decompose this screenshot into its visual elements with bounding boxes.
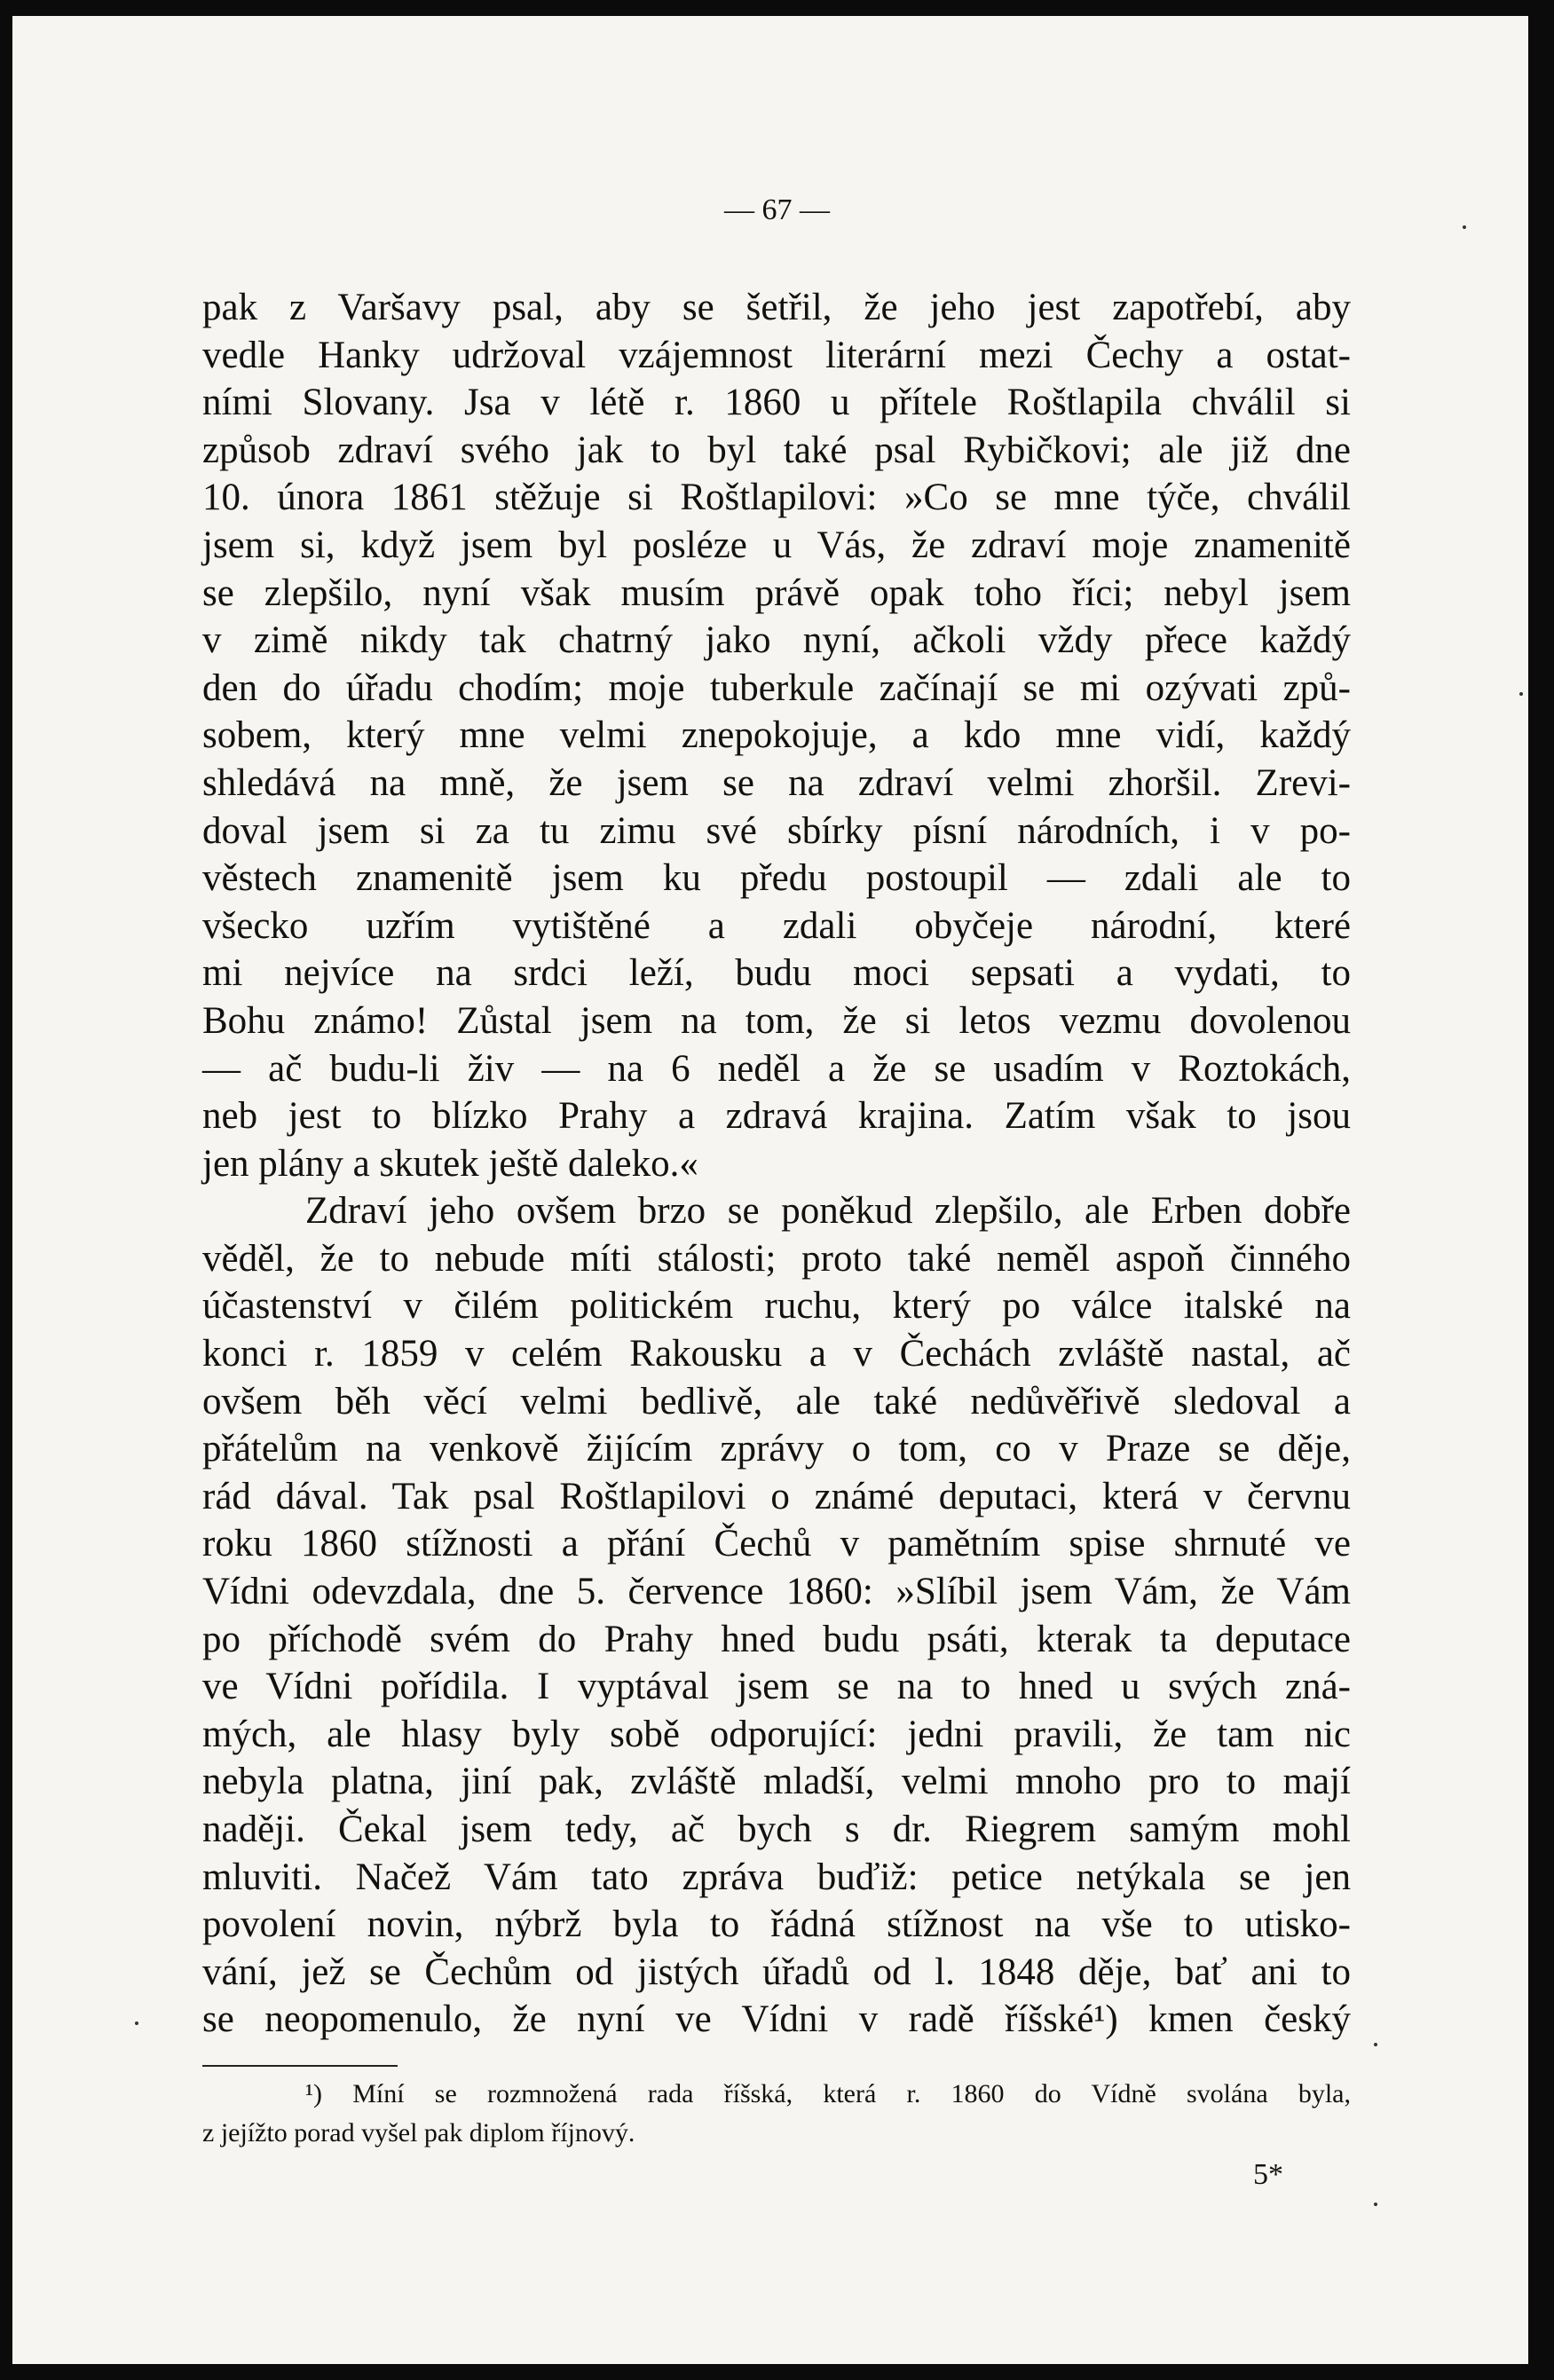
text-line: ními Slovany. Jsa v létě r. 1860 u přítele Roštlapila chválil si [202, 382, 1351, 424]
text-line: doval jsem si za tu zimu své sbírky písní národních, i v po- [202, 809, 1351, 852]
text-line: mých, ale hlasy byly sobě odporující: jedni pravili, že tam nic [202, 1713, 1351, 1755]
text-line: mi nejvíce na srdci leží, budu moci sepsati a vydati, to [202, 952, 1351, 995]
scan-speck [1374, 2043, 1377, 2046]
text-line: den do úřadu chodím; moje tuberkule začínají se mi ozývati způ- [202, 666, 1351, 709]
footnote-rule [202, 2065, 398, 2067]
text-line: jsem si, když jsem byl posléze u Vás, že zdraví moje znamenitě [202, 524, 1351, 566]
text-line: věděl, že to nebude míti stálosti; proto také neměl aspoň činného [202, 1237, 1351, 1280]
text-line: Vídni odevzdala, dne 5. července 1860: »Slíbil jsem Vám, že Vám [202, 1571, 1351, 1613]
text-line: naději. Čekal jsem tedy, ač bych s dr. Riegrem samým mohl [202, 1809, 1351, 1850]
text-line: v zimě nikdy tak chatrný jako nyní, ačkoli vždy přece každý [202, 619, 1351, 662]
text-line: sobem, který mne velmi znepokojuje, a kdo mne vidí, každý [202, 714, 1351, 757]
text-line: všecko uzřím vytištěné a zdali obyčeje národní, které [202, 904, 1351, 947]
text-line: pak z Varšavy psal, aby se šetřil, že jeho jest zapotřebí, aby [202, 287, 1351, 328]
text-line: neb jest to blízko Prahy a zdravá krajina. Zatím však to jsou [202, 1095, 1351, 1138]
text-line: ve Vídni pořídila. I vyptával jsem se na to hned u svých zná- [202, 1666, 1351, 1708]
text-line: — ač budu-li živ — na 6 neděl a že se usadím v Roztokách, [202, 1047, 1351, 1090]
body-text [202, 284, 1351, 2044]
text-line: Bohu známo! Zůstal jsem na tom, že si letos vezmu dovolenou [202, 999, 1351, 1042]
page-number: — 67 — [724, 193, 830, 226]
text-line: přátelům na venkově žijícím zprávy o tom, co v Praze se děje, [202, 1428, 1351, 1470]
scan-speck [1519, 692, 1523, 696]
text-line: mluviti. Načež Vám tato zpráva buďiž: petice netýkala se jen [202, 1856, 1351, 1898]
text-line: roku 1860 stížnosti a přání Čechů v pamětním spise shrnuté ve [202, 1523, 1351, 1565]
text-line: shledává na mně, že jsem se na zdraví velmi zhoršil. Zrevi- [202, 761, 1351, 804]
text-line: účastenství v čilém politickém ruchu, který po válce italské na [202, 1285, 1351, 1328]
text-line: se zlepšilo, nyní však musím právě opak toho říci; nebyl jsem [202, 571, 1351, 614]
text-line: po příchodě svém do Prahy hned budu psáti, kterak ta deputace [202, 1618, 1351, 1660]
scan-speck [135, 2021, 138, 2025]
scan-speck [1374, 2203, 1377, 2206]
text-line: 10. února 1861 stěžuje si Roštlapilovi: »Co se mne týče, chválil [202, 477, 1351, 519]
text-line: věstech znamenitě jsem ku předu postoupil — zdali ale to [202, 857, 1351, 900]
text-line: jen plány a skutek ještě daleko.« [202, 1142, 698, 1185]
text-line: vání, jež se Čechům od jistých úřadů od l. 1848 děje, bať ani to [202, 1950, 1351, 1993]
text-line: způsob zdraví svého jak to byl také psal Rybičkovi; ale již dne [202, 429, 1351, 471]
footnote-line: z jejížto porad vyšel pak diplom říjnový. [202, 2118, 635, 2148]
printer-signature: 5* [1253, 2158, 1283, 2191]
text-line: nebyla platna, jiní pak, zvláště mladší, velmi mnoho pro to mají [202, 1761, 1351, 1803]
text-line: povolení novin, nýbrž byla to řádná stížnost na vše to utisko- [202, 1903, 1351, 1946]
footnote-line: ¹) Míní se rozmnožená rada říšská, která r. 1860 do Vídně svolána byla, [305, 2079, 1351, 2108]
scan-speck [1463, 225, 1466, 229]
text-line: ovšem běh věcí velmi bedlivě, ale také nedůvěřivě sledoval a [202, 1380, 1351, 1422]
text-line: vedle Hanky udržoval vzájemnost literární mezi Čechy a ostat- [202, 334, 1351, 376]
text-line: se neopomenulo, že nyní ve Vídni v radě říšské¹) kmen český [202, 1998, 1351, 2041]
text-line: konci r. 1859 v celém Rakousku a v Čechách zvláště nastal, ač [202, 1333, 1351, 1375]
text-line: Zdraví jeho ovšem brzo se poněkud zlepšilo, ale Erben dobře [305, 1190, 1351, 1233]
footnote [202, 2075, 1351, 2153]
text-line: rád dával. Tak psal Roštlapilovi o známé deputaci, která v červnu [202, 1475, 1351, 1517]
